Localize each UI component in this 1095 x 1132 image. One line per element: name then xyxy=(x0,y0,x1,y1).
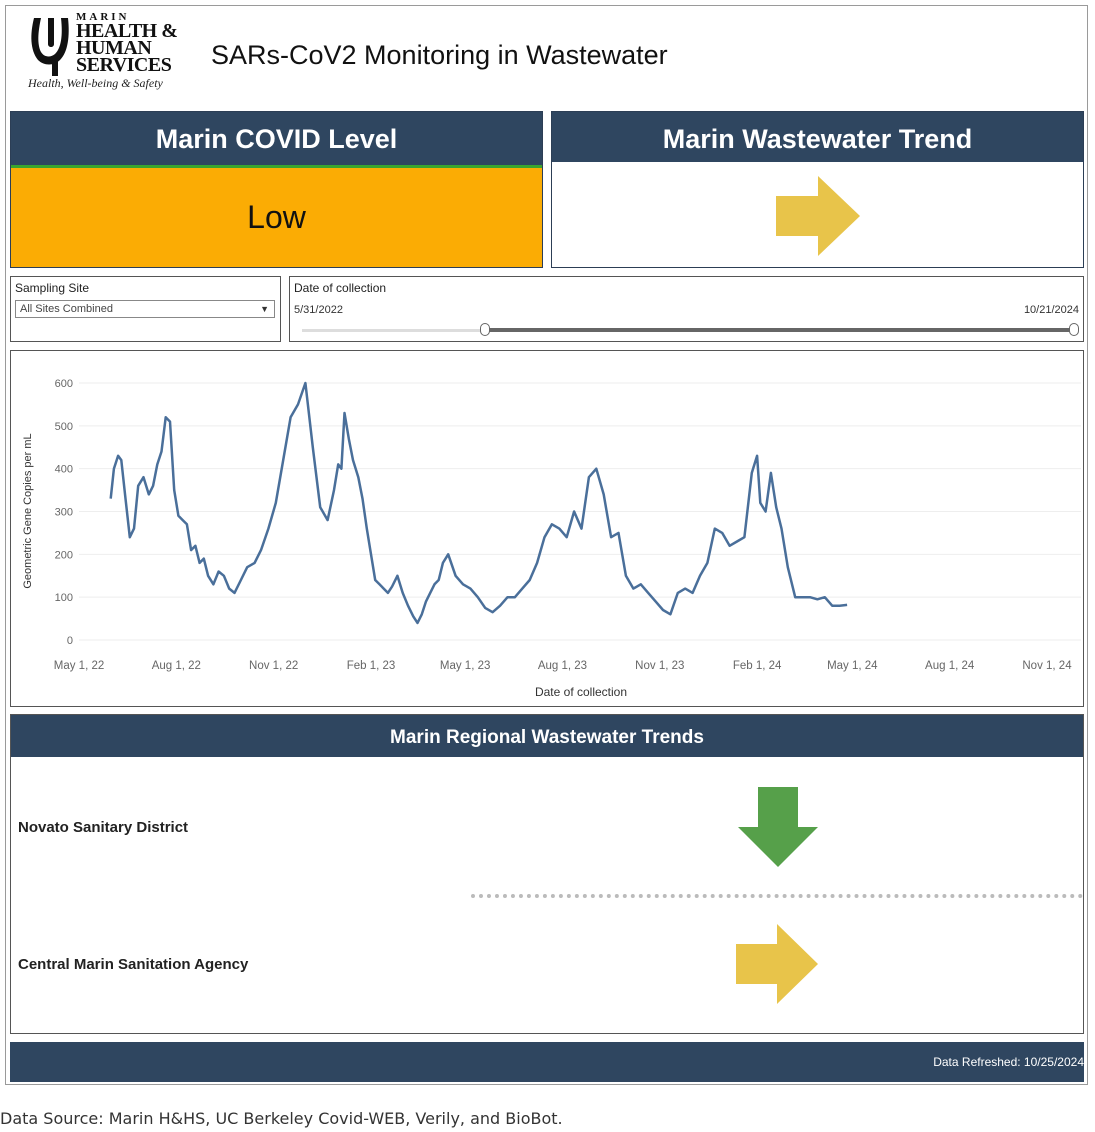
wastewater-trend-card xyxy=(551,111,1084,268)
row-divider xyxy=(471,894,1083,898)
page-title: SARs-CoV2 Monitoring in Wastewater xyxy=(211,40,668,70)
logo-line-human: HUMAN xyxy=(76,37,152,59)
down-arrow-icon xyxy=(738,787,818,867)
x-tick-label: May 1, 23 xyxy=(439,660,491,672)
chevron-down-icon: ▼ xyxy=(260,304,269,314)
site-name-novato: Novato Sanitary District xyxy=(18,819,189,836)
date-slider-end-handle[interactable] xyxy=(1069,323,1079,336)
covid-level-card xyxy=(10,111,543,268)
date-slider-start-handle[interactable] xyxy=(480,323,490,336)
y-tick-label: 600 xyxy=(54,378,73,390)
regional-trends-panel xyxy=(10,714,1084,1034)
site-name-central-marin: Central Marin Sanitation Agency xyxy=(18,956,249,973)
sampling-site-label: Sampling Site xyxy=(15,281,90,295)
wastewater-line-chart xyxy=(11,351,1083,706)
y-tick-label: 400 xyxy=(54,463,73,476)
logo-line-marin: MARIN xyxy=(76,11,130,23)
x-tick-label: Feb 1, 24 xyxy=(732,660,782,672)
chart-panel xyxy=(10,350,1084,707)
date-range-filter xyxy=(289,276,1084,342)
logo-wordmark xyxy=(76,12,177,74)
x-tick-label: Nov 1, 24 xyxy=(1022,660,1072,672)
y-axis-title: Geometric Gene Copies per mL xyxy=(22,433,34,589)
footer-bar xyxy=(10,1042,1084,1082)
x-tick-label: Aug 1, 22 xyxy=(151,660,201,672)
right-arrow-icon xyxy=(736,924,818,1004)
regional-heading: Marin Regional Wastewater Trends xyxy=(11,715,1083,757)
date-start: 5/31/2022 xyxy=(294,304,343,316)
sampling-site-filter xyxy=(10,276,281,342)
y-tick-label: 500 xyxy=(54,420,73,433)
y-tick-label: 0 xyxy=(66,635,73,647)
x-tick-label: Aug 1, 24 xyxy=(925,660,975,672)
covid-level-value: Low xyxy=(11,165,542,267)
y-tick-label: 200 xyxy=(54,549,73,562)
data-refreshed-text: Data Refreshed: 10/25/2024 xyxy=(933,1055,1084,1069)
y-tick-label: 300 xyxy=(54,506,73,519)
x-axis-title: Date of collection xyxy=(534,685,628,699)
covid-level-heading: Marin COVID Level xyxy=(11,112,542,165)
x-tick-label: Nov 1, 22 xyxy=(249,660,299,672)
x-tick-label: Feb 1, 23 xyxy=(346,660,396,672)
date-slider-range xyxy=(485,328,1075,332)
x-tick-label: Aug 1, 23 xyxy=(537,660,588,672)
date-end: 10/21/2024 xyxy=(1023,304,1079,316)
sampling-site-selected: All Sites Combined xyxy=(20,303,113,315)
date-filter-label: Date of collection xyxy=(294,281,387,295)
logo-line-services: SERVICES xyxy=(76,54,172,76)
y-tick-label: 100 xyxy=(54,592,73,605)
right-arrow-icon xyxy=(776,176,860,256)
marin-hhs-logo xyxy=(28,12,183,92)
logo-line-health: HEALTH & xyxy=(76,20,178,42)
logo-tagline: Health, Well-being & Safety xyxy=(28,76,163,90)
data-source-note: Data Source: Marin H&HS, UC Berkeley Covid-WEB, Verily, and BioBot. xyxy=(0,1109,563,1128)
x-tick-label: May 1, 22 xyxy=(53,660,105,672)
series-line xyxy=(111,383,847,623)
wastewater-trend-heading: Marin Wastewater Trend xyxy=(552,112,1083,162)
x-tick-label: Nov 1, 23 xyxy=(635,660,685,672)
hhs-logo-mark-icon xyxy=(28,14,74,76)
x-tick-label: May 1, 24 xyxy=(827,660,878,672)
sampling-site-select[interactable] xyxy=(15,300,275,318)
